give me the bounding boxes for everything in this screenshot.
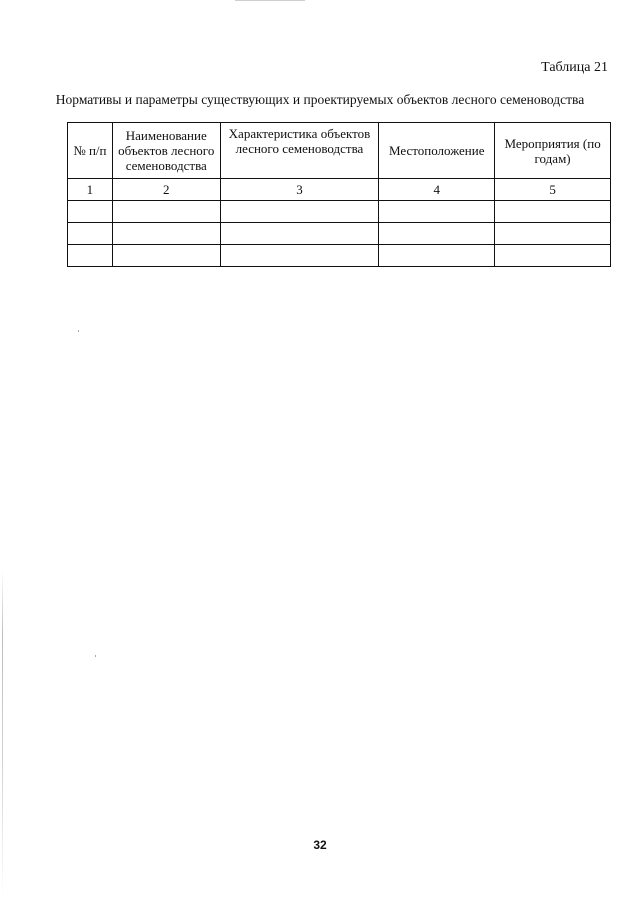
table-row — [68, 201, 611, 223]
table-cell — [495, 201, 611, 223]
header-cell: Характеристика объектов лесного семеноводства — [220, 123, 379, 179]
table-cell — [220, 245, 379, 267]
column-number-cell: 4 — [379, 179, 495, 201]
table-cell — [495, 245, 611, 267]
table-cell — [68, 201, 113, 223]
table-cell — [220, 223, 379, 245]
column-number-cell: 1 — [68, 179, 113, 201]
column-number-cell: 3 — [220, 179, 379, 201]
table-cell — [112, 245, 220, 267]
seed-objects-table — [67, 122, 611, 267]
column-number-cell: 2 — [112, 179, 220, 201]
table-header-row — [68, 123, 611, 179]
table-cell — [379, 201, 495, 223]
header-cell: Местоположение — [379, 123, 495, 179]
scan-artifact — [235, 0, 305, 1]
table-cell — [379, 245, 495, 267]
header-cell: Наименование объектов лесного семеноводства — [112, 123, 220, 179]
table-row — [68, 223, 611, 245]
table-cell — [68, 245, 113, 267]
column-number-cell: 5 — [495, 179, 611, 201]
table-label: Таблица 21 — [541, 60, 608, 75]
column-number-row — [68, 179, 611, 201]
page-number: 32 — [313, 838, 327, 852]
table-row — [68, 245, 611, 267]
scan-speck — [78, 330, 79, 332]
table-cell — [220, 201, 379, 223]
table-cell — [112, 223, 220, 245]
table-cell — [379, 223, 495, 245]
table-cell — [495, 223, 611, 245]
table-cell — [68, 223, 113, 245]
scan-speck — [95, 655, 96, 657]
header-cell: Мероприятия (по годам) — [495, 123, 611, 179]
table-cell — [112, 201, 220, 223]
header-cell: № п/п — [68, 123, 113, 179]
table-title: Нормативы и параметры существующих и проектируемых объектов лесного семеноводства — [55, 92, 585, 107]
